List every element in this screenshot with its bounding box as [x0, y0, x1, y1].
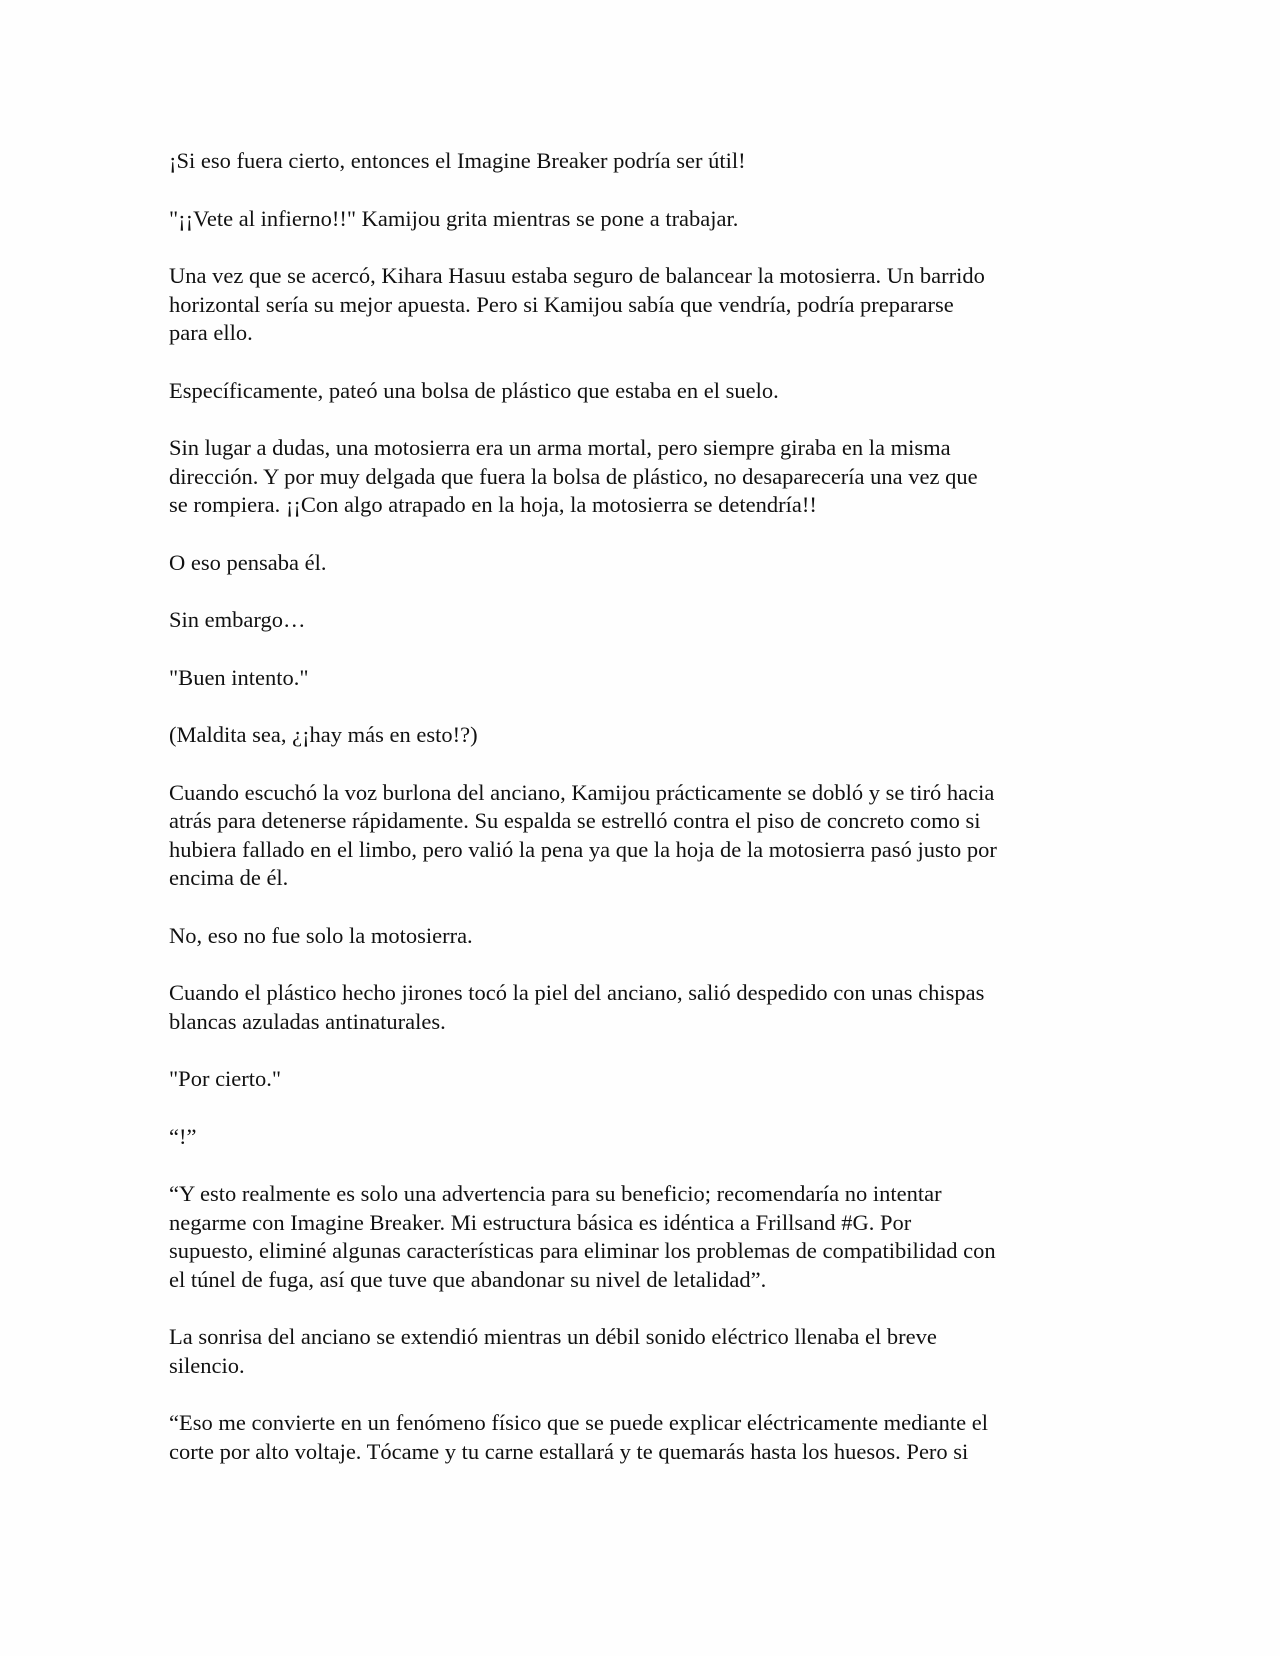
paragraph: [169, 1409, 1129, 1466]
paragraph: [169, 147, 1129, 176]
text-line: No, eso no fue solo la motosierra.: [169, 922, 473, 948]
text-line: "Por cierto.": [169, 1066, 282, 1091]
text-line: "Buen intento.": [169, 664, 309, 690]
paragraph: [169, 721, 1129, 750]
text-line: Cuando el plástico hecho jirones tocó la piel del anciano, salió despedido con unas chispas: [169, 980, 985, 1005]
text-line: Cuando escuchó la voz burlona del anciano, Kamijou prácticamente se dobló y se tiró hacia: [169, 779, 995, 805]
paragraph: [169, 549, 1129, 578]
paragraph: [169, 922, 1129, 951]
text-line: el túnel de fuga, así que tuve que abandonar su nivel de letalidad”.: [169, 1266, 767, 1292]
text-line: Sin lugar a dudas, una motosierra era un arma mortal, pero siempre giraba en la misma: [169, 435, 951, 460]
paragraph: [169, 434, 1129, 520]
document-body: [169, 147, 1129, 1495]
text-line: Específicamente, pateó una bolsa de plástico que estaba en el suelo.: [169, 377, 779, 403]
text-line: O eso pensaba él.: [169, 549, 327, 575]
text-line: “Y esto realmente es solo una advertencia para su beneficio; recomendaría no intentar: [169, 1181, 942, 1206]
paragraph: [169, 262, 1129, 348]
text-line: ¡Si eso fuera cierto, entonces el Imagine Breaker podría ser útil!: [169, 148, 746, 173]
paragraph: [169, 1323, 1129, 1380]
paragraph: [169, 1065, 1129, 1094]
paragraph: [169, 664, 1129, 693]
text-line: atrás para detenerse rápidamente. Su espalda se estrelló contra el piso de concreto como si: [169, 808, 981, 833]
paragraph: [169, 1123, 1129, 1152]
text-line: Sin embargo…: [169, 607, 306, 632]
text-line: para ello.: [169, 320, 253, 345]
text-line: hubiera fallado en el limbo, pero valió la pena ya que la hoja de la motosierra pasó justo por: [169, 836, 997, 862]
text-line: horizontal sería su mejor apuesta. Pero si Kamijou sabía que vendría, podría prepararse: [169, 291, 954, 317]
paragraph: [169, 1180, 1129, 1294]
text-line: negarme con Imagine Breaker. Mi estructura básica es idéntica a Frillsand #G. Por: [169, 1209, 912, 1235]
text-line: Una vez que se acercó, Kihara Hasuu estaba seguro de balancear la motosierra. Un barrido: [169, 263, 985, 288]
text-line: supuesto, eliminé algunas características para eliminar los problemas de compatibilidad con: [169, 1238, 996, 1263]
paragraph: [169, 606, 1129, 635]
text-line: blancas azuladas antinaturales.: [169, 1008, 446, 1034]
paragraph: [169, 979, 1129, 1036]
text-line: silencio.: [169, 1352, 245, 1378]
text-line: “Eso me convierte en un fenómeno físico que se puede explicar eléctricamente mediante el: [169, 1410, 989, 1435]
text-line: (Maldita sea, ¿¡hay más en esto!?): [169, 722, 478, 747]
text-line: se rompiera. ¡¡Con algo atrapado en la hoja, la motosierra se detendría!!: [169, 492, 817, 517]
text-line: dirección. Y por muy delgada que fuera la bolsa de plástico, no desaparecería una vez que: [169, 463, 978, 489]
text-line: "¡¡Vete al infierno!!" Kamijou grita mientras se pone a trabajar.: [169, 205, 739, 231]
text-line: encima de él.: [169, 865, 289, 890]
text-line: La sonrisa del anciano se extendió mientras un débil sonido eléctrico llenaba el breve: [169, 1324, 937, 1349]
text-line: “!”: [169, 1123, 197, 1149]
paragraph: [169, 205, 1129, 234]
text-line: corte por alto voltaje. Tócame y tu carne estallará y te quemarás hasta los huesos. Pero si: [169, 1438, 969, 1464]
paragraph: [169, 779, 1129, 893]
paragraph: [169, 377, 1129, 406]
